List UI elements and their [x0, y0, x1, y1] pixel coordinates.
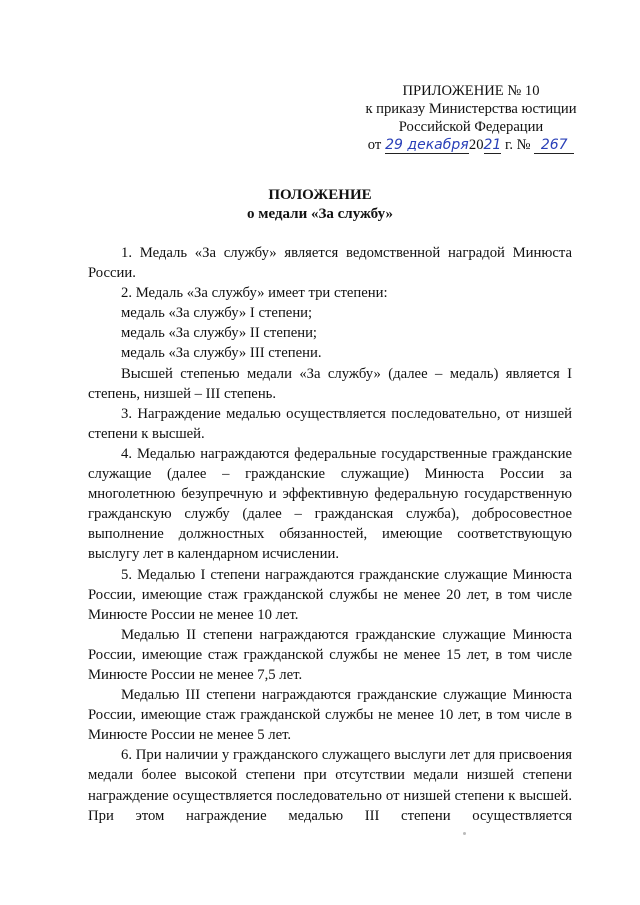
paragraph-degree-2: медаль «За службу» II степени; — [121, 325, 318, 342]
number-prefix: г. № — [505, 137, 531, 153]
paragraph-5-degree-3: Медалью III степени награждаются гражданские служащие Минюста России, имеющие стаж гражданской службы не менее 10 лет, в том числе в Минюсте России не менее 5 лет. — [88, 687, 572, 744]
handwritten-date: 29 декабря — [385, 137, 469, 153]
paragraph-6: 6. При наличии у гражданского служащего выслуги лет для присвоения медали более высокой степени при отсутствии медали низшей степени награждение осуществляется последовательно от низшей степени к высшей. При этом награждение медалью III степени осуществляется — [88, 747, 572, 824]
paragraph-degree-3: медаль «За службу» III степени. — [121, 345, 322, 362]
federation-name: Российской Федерации — [398, 119, 544, 135]
document-body — [88, 243, 572, 826]
paragraph-degree-1: медаль «За службу» I степени; — [121, 305, 313, 322]
paragraph-3: 3. Награждение медалью осуществляется последовательно, от низшей степени к высшей. — [88, 405, 572, 442]
document-title — [0, 186, 640, 224]
appendix-number: ПРИЛОЖЕНИЕ № 10 — [402, 83, 540, 99]
title-sub: о медали «За службу» — [247, 206, 393, 222]
order-date-line — [340, 136, 602, 154]
handwritten-number: 267 — [540, 137, 568, 153]
handwritten-year: 21 — [483, 137, 502, 153]
scan-speck — [463, 832, 466, 835]
paragraph-highest-degree: Высшей степенью медали «За службу» (далее – медаль) является I степень, низшей – III степень. — [88, 365, 572, 402]
title-main: ПОЛОЖЕНИЕ — [268, 187, 372, 203]
paragraph-5-degree-2: Медалью II степени награждаются гражданские служащие Минюста России, имеющие стаж гражданской службы не менее 15 лет, в том числе Минюсте России не менее 7,5 лет. — [88, 626, 572, 683]
paragraph-4: 4. Медалью награждаются федеральные государственные гражданские служащие (далее – гражданские служащие) Минюста России за многолетнюю безупречную и эффективную федеральную государственную гражданскую службу (далее – гражданская служба), добросовестное выполнение должностных обязанностей, имеющие соответствующую выслугу лет в календарном исчислении. — [88, 445, 572, 563]
appendix-header — [340, 82, 602, 154]
paragraph-2: 2. Медаль «За службу» имеет три степени: — [121, 285, 388, 302]
handwritten-year-field — [484, 138, 502, 154]
handwritten-date-field — [385, 138, 469, 154]
paragraph-5: 5. Медалью I степени награждаются гражданские служащие Минюста России, имеющие стаж гражданской службы не менее 20 лет, в том числе Минюсте России не менее 10 лет. — [88, 566, 572, 623]
date-prefix: от — [367, 137, 382, 153]
year-prefix: 20 — [468, 137, 484, 153]
paragraph-1: 1. Медаль «За службу» является ведомственной наградой Минюста России. — [88, 245, 572, 282]
handwritten-number-field — [534, 138, 574, 154]
order-reference: к приказу Министерства юстиции — [365, 101, 577, 117]
